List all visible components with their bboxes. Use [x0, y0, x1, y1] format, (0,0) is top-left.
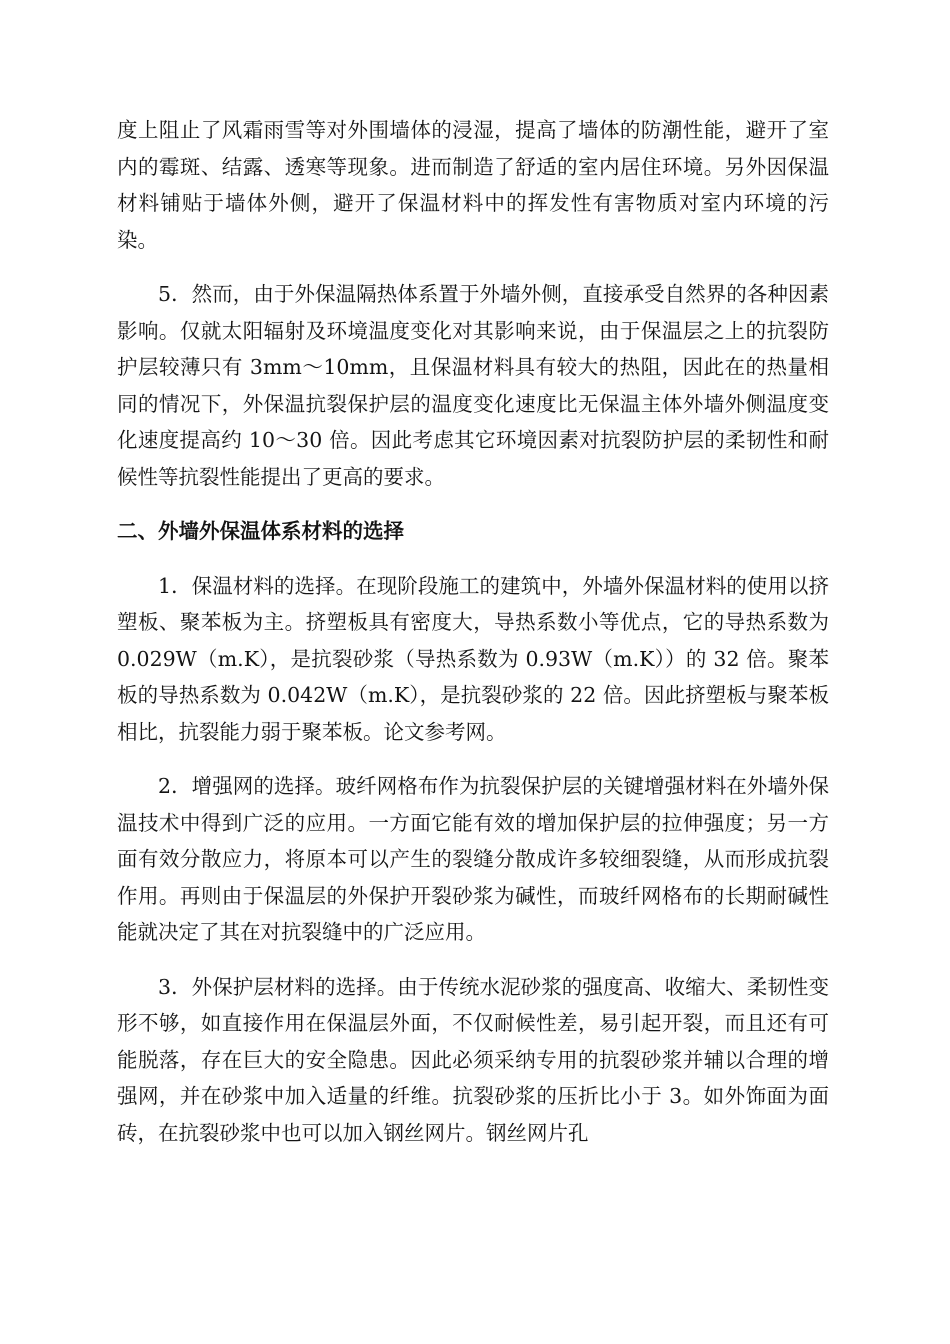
paragraph-protective-layer: 3．外保护层材料的选择。由于传统水泥砂浆的强度高、收缩大、柔韧性变形不够，如直接作用在保温层外面，不仅耐候性差，易引起开裂，而且还有可能脱落，存在巨大的安全隐患。因此必须采纳专用的抗裂砂浆并辅以合理的增强网，并在砂浆中加入适量的纤维。抗裂砂浆的压折比小于 3。如外饰面为面砖，在抗裂砂浆中也可以加入钢丝网片。钢丝网片孔: [117, 974, 829, 1145]
paragraph-reinforcing-mesh: 2．增强网的选择。玻纤网格布作为抗裂保护层的关键增强材料在外墙外保温技术中得到广泛的应用。一方面它能有效的增加保护层的拉伸强度；另一方面有效分散应力，将原本可以产生的裂缝分散成许多较细裂缝，从而形成抗裂作用。再则由于保温层的外保护开裂砂浆为碱性，而玻纤网格布的长期耐碱性能就决定了其在对抗裂缝中的广泛应用。: [117, 774, 829, 944]
section-heading: 二、外墙外保温体系材料的选择: [117, 519, 404, 543]
paragraph-insulation-material: 1．保温材料的选择。在现阶段施工的建筑中，外墙外保温材料的使用以挤塑板、聚苯板为主。挤塑板具有密度大，导热系数小等优点，它的导热系数为 0.029W（m.K），是抗裂砂浆（导热系数为 0.93W（m.K））的 32 倍。聚苯板的导热系数为 0.042W（m.K），是抗裂砂浆的 22 倍。因此挤塑板与聚苯板相比，抗裂能力弱于聚苯板。论文参考网。: [117, 573, 829, 744]
paragraph-continued: 度上阻止了风霜雨雪等对外围墙体的浸湿，提高了墙体的防潮性能，避开了室内的霉斑、结露、透寒等现象。进而制造了舒适的室内居住环境。另外因保温材料铺贴于墙体外侧，避开了保温材料中的挥发性有害物质对室内环境的污染。: [117, 118, 829, 252]
paragraph-point-5: 5．然而，由于外保温隔热体系置于外墙外侧，直接承受自然界的各种因素影响。仅就太阳辐射及环境温度变化对其影响来说，由于保温层之上的抗裂防护层较薄只有 3mm～10mm，且保温材料具有较大的热阻，因此在的热量相同的情况下，外保温抗裂保护层的温度变化速度比无保温主体外墙外侧温度变化速度提高约 10～30 倍。因此考虑其它环境因素对抗裂防护层的柔韧性和耐候性等抗裂性能提出了更高的要求。: [117, 282, 829, 489]
document-page: [117, 112, 829, 1169]
